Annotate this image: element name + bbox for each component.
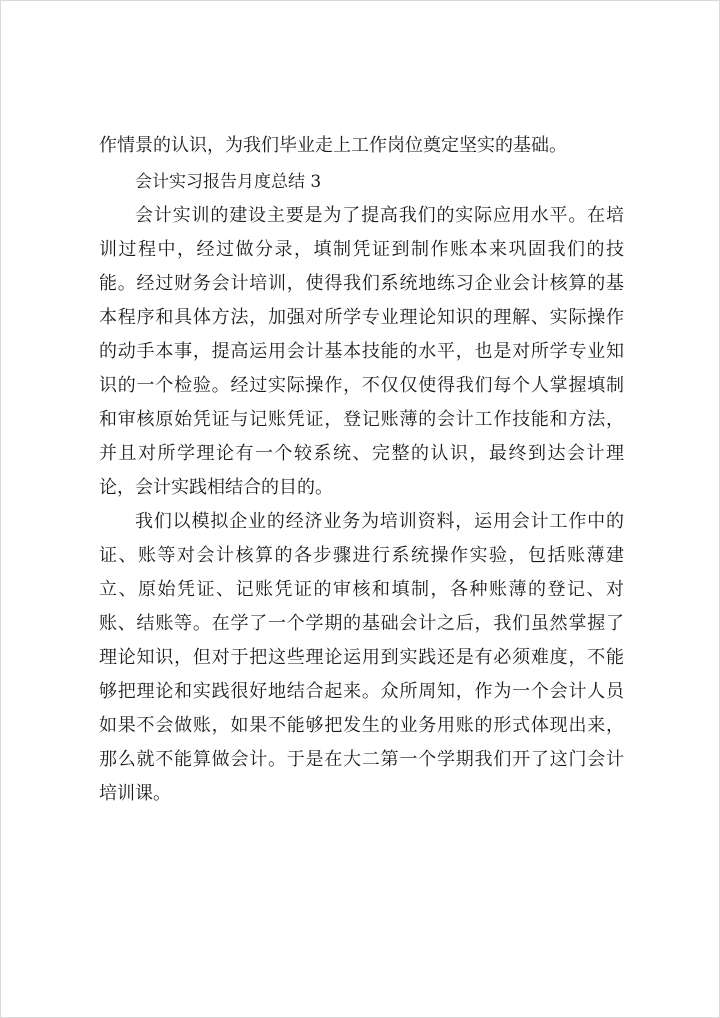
text-line: 会计实训的建设主要是为了提高我们的实际应用水平。在培 xyxy=(135,205,624,226)
text-line: 账、结账等。在学了一个学期的基础会计之后，我们虽然掌握了 xyxy=(99,613,624,634)
text-line: 证、账等对会计核算的各步骤进行系统操作实验，包括账薄建 xyxy=(99,545,624,566)
text-line: 那么就不能算做会计。于是在大二第一个学期我们开了这门会计 xyxy=(99,749,624,770)
paragraph-2 xyxy=(99,505,624,811)
text-line: 如果不会做账，如果不能够把发生的业务用账的形式体现出来， xyxy=(99,715,624,736)
text-line: 并且对所学理论有一个较系统、完整的认识，最终到达会计理 xyxy=(99,443,624,464)
text-line: 够把理论和实践很好地结合起来。众所周知，作为一个会计人员 xyxy=(99,681,624,702)
section-title: 会计实习报告月度总结 3 xyxy=(135,172,322,192)
text-line: 理论知识，但对于把这些理论运用到实践还是有必须难度，不能 xyxy=(99,647,624,668)
document-body xyxy=(99,129,624,811)
text-line: 我们以模拟企业的经济业务为培训资料，运用会计工作中的 xyxy=(135,511,624,532)
text-line: 培训课。 xyxy=(99,783,171,804)
text-line: 本程序和具体方法，加强对所学专业理论知识的理解、实际操作 xyxy=(99,307,624,328)
text-line: 和审核原始凭证与记账凭证，登记账薄的会计工作技能和方法， xyxy=(99,409,624,430)
text-line: 论，会计实践相结合的目的。 xyxy=(99,477,333,498)
text-line: 训过程中，经过做分录，填制凭证到制作账本来巩固我们的技 xyxy=(99,239,624,260)
text-line: 立、原始凭证、记账凭证的审核和填制，各种账薄的登记、对 xyxy=(99,579,624,600)
continuation-paragraph xyxy=(99,129,624,163)
text-line: 识的一个检验。经过实际操作，不仅仅使得我们每个人掌握填制 xyxy=(99,375,624,396)
text-line: 作情景的认识，为我们毕业走上工作岗位奠定坚实的基础。 xyxy=(99,135,567,156)
text-line: 的动手本事，提高运用会计基本技能的水平，也是对所学专业知 xyxy=(99,341,624,362)
paragraph-1 xyxy=(99,199,624,505)
text-line: 能。经过财务会计培训，使得我们系统地练习企业会计核算的基 xyxy=(99,273,624,294)
